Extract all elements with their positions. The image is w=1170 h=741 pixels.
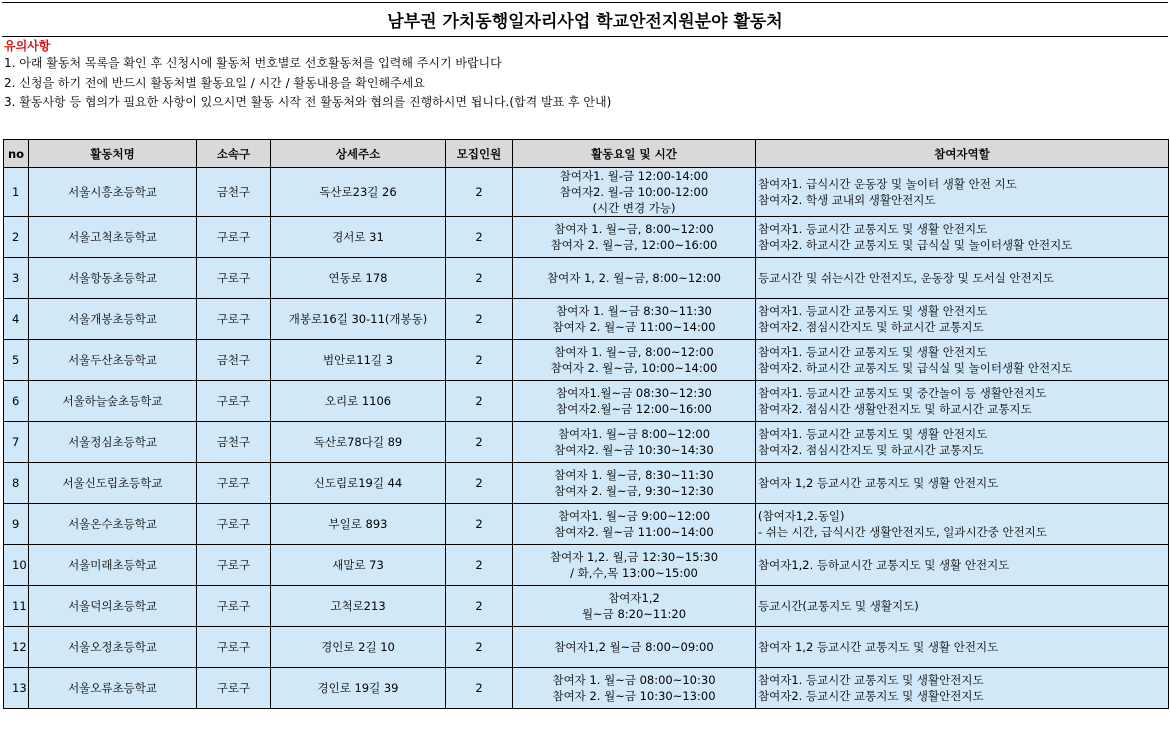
cell-no: 7: [4, 422, 29, 463]
cell-schedule: [513, 299, 756, 340]
table-row: [4, 545, 1169, 586]
cell-recruit: 2: [446, 668, 513, 709]
cell-no: 6: [4, 381, 29, 422]
cell-schedule: [513, 422, 756, 463]
cell-address: 독산로23길 26: [271, 168, 446, 217]
cell-role: [756, 504, 1169, 545]
cell-no: 10: [4, 545, 29, 586]
header-district: 소속구: [197, 140, 271, 168]
cell-schedule-line: 참여자1. 월~금 8:00~12:00: [557, 427, 711, 441]
table-row: [4, 668, 1169, 709]
cell-no: 9: [4, 504, 29, 545]
cell-district: 구로구: [197, 545, 271, 586]
cell-address: 연동로 178: [271, 258, 446, 299]
table-row: [4, 168, 1169, 217]
header-name: 활동처명: [29, 140, 197, 168]
cell-address: 부일로 893: [271, 504, 446, 545]
cell-role: [756, 668, 1169, 709]
cell-district: 구로구: [197, 627, 271, 668]
cell-schedule-line: 참여자2. 월~금 11:00~14:00: [554, 525, 714, 539]
table-row: [4, 586, 1169, 627]
cell-no: 1: [4, 168, 29, 217]
notice-line-2: 2. 신청을 하기 전에 반드시 활동처별 활동요일 / 시간 / 활동내용을 확인해주세요: [4, 75, 425, 90]
header-recruit: 모집인원: [446, 140, 513, 168]
cell-district: 금천구: [197, 422, 271, 463]
cell-schedule-line: 참여자 1,2. 월,금 12:30~15:30: [549, 550, 719, 564]
cell-schedule: [513, 217, 756, 258]
cell-name: 서울오정초등학교: [29, 627, 197, 668]
cell-role-line: 참여자 1,2 등교시간 교통지도 및 생활 안전지도: [758, 640, 999, 654]
cell-name: 서울온수초등학교: [29, 504, 197, 545]
cell-role-line: 등교시간(교통지도 및 생활지도): [758, 599, 919, 613]
cell-address: 고척로213: [271, 586, 446, 627]
cell-schedule-line: 참여자 1. 월~금, 8:00~12:00: [554, 345, 714, 359]
cell-role: [756, 627, 1169, 668]
cell-schedule-line: 참여자 1, 2. 월~금, 8:00~12:00: [546, 271, 721, 285]
cell-district: 금천구: [197, 340, 271, 381]
cell-address: 독산로78다길 89: [271, 422, 446, 463]
cell-address: 경인로 2길 10: [271, 627, 446, 668]
table-body: [4, 168, 1169, 709]
cell-role-line: 참여자2. 등교시간 교통지도 및 생활안전지도: [758, 689, 984, 703]
cell-schedule: [513, 340, 756, 381]
cell-role: [756, 545, 1169, 586]
cell-name: 서울시흥초등학교: [29, 168, 197, 217]
cell-no: 8: [4, 463, 29, 504]
cell-district: 구로구: [197, 586, 271, 627]
cell-role: [756, 463, 1169, 504]
cell-address: 경인로 19길 39: [271, 668, 446, 709]
cell-recruit: 2: [446, 586, 513, 627]
page-title: [2, 2, 1168, 37]
cell-schedule-line: (시간 변경 가능): [592, 201, 676, 215]
cell-recruit: 2: [446, 340, 513, 381]
cell-recruit: 2: [446, 463, 513, 504]
cell-no: 4: [4, 299, 29, 340]
cell-role: [756, 168, 1169, 217]
cell-schedule: [513, 258, 756, 299]
cell-role-line: 참여자1. 급식시간 운동장 및 놀이터 생활 안전 지도: [758, 177, 1017, 191]
cell-role-line: 참여자1. 등교시간 교통지도 및 생활안전지도: [758, 673, 984, 687]
table-row: [4, 217, 1169, 258]
cell-schedule-line: 참여자2. 월-금 10:00-12:00: [559, 185, 709, 199]
cell-schedule-line: 참여자 2. 월~금, 12:00~16:00: [550, 238, 718, 252]
cell-recruit: 2: [446, 217, 513, 258]
cell-role-line: - 쉬는 시간, 급식시간 생활안전지도, 일과시간중 안전지도: [758, 525, 1047, 539]
cell-district: 구로구: [197, 504, 271, 545]
cell-schedule-line: 참여자 1. 월~금, 8:30~11:30: [554, 468, 714, 482]
cell-schedule-line: 참여자 1. 월~금 8:30~11:30: [556, 304, 712, 318]
cell-schedule-line: 참여자 2. 월~금, 10:00~14:00: [550, 361, 718, 375]
cell-recruit: 2: [446, 627, 513, 668]
cell-address: 경서로 31: [271, 217, 446, 258]
cell-name: 서울신도림초등학교: [29, 463, 197, 504]
cell-role-line: 참여자2. 점심시간지도 및 하교시간 교통지도: [758, 443, 984, 457]
cell-district: 구로구: [197, 217, 271, 258]
cell-schedule-line: 월~금 8:20~11:20: [581, 607, 687, 621]
cell-schedule-line: 참여자1,2: [608, 591, 660, 605]
cell-schedule-line: 참여자 1. 월~금 08:00~10:30: [552, 673, 716, 687]
cell-no: 11: [4, 586, 29, 627]
notice-line-3: 3. 활동사항 등 협의가 필요한 사항이 있으시면 활동 시작 전 활동처와 협의를 진행하시면 됩니다.(합격 발표 후 안내): [4, 95, 612, 109]
cell-name: 서울정심초등학교: [29, 422, 197, 463]
cell-schedule-line: 참여자 2. 월~금 10:30~13:00: [552, 689, 716, 703]
cell-schedule-line: 참여자 1. 월~금, 8:00~12:00: [554, 222, 714, 236]
cell-address: 신도림로19길 44: [271, 463, 446, 504]
cell-schedule-line: 참여자 2. 월~금 11:00~14:00: [552, 320, 716, 334]
cell-schedule: [513, 545, 756, 586]
cell-no: 12: [4, 627, 29, 668]
cell-role: [756, 299, 1169, 340]
table-row: [4, 627, 1169, 668]
cell-schedule: [513, 627, 756, 668]
header-schedule: 활동요일 및 시간: [513, 140, 756, 168]
cell-role: [756, 340, 1169, 381]
cell-district: 구로구: [197, 668, 271, 709]
cell-schedule-line: 참여자1,2 월~금 8:00~09:00: [554, 640, 714, 654]
cell-name: 서울개봉초등학교: [29, 299, 197, 340]
cell-role-line: 참여자1,2. 등하교시간 교통지도 및 생활 안전지도: [758, 558, 1010, 572]
cell-district: 구로구: [197, 299, 271, 340]
page-title-text: 남부권 가치동행일자리사업 학교안전지원분야 활동처: [387, 12, 783, 32]
cell-no: 13: [4, 668, 29, 709]
cell-role: [756, 422, 1169, 463]
cell-schedule-line: / 화,수,목 13:00~15:00: [570, 566, 698, 580]
cell-district: 금천구: [197, 168, 271, 217]
cell-role-line: 참여자2. 하교시간 교통지도 및 급식실 및 놀이터생활 안전지도: [758, 361, 1073, 375]
table-row: [4, 463, 1169, 504]
cell-no: 2: [4, 217, 29, 258]
cell-no: 3: [4, 258, 29, 299]
table-row: [4, 340, 1169, 381]
cell-role-line: 참여자1. 등교시간 교통지도 및 생활 안전지도: [758, 345, 988, 359]
cell-role-line: 참여자1. 등교시간 교통지도 및 생활 안전지도: [758, 304, 988, 318]
cell-recruit: 2: [446, 504, 513, 545]
cell-name: 서울항동초등학교: [29, 258, 197, 299]
cell-role: [756, 586, 1169, 627]
cell-role-line: 참여자1. 등교시간 교통지도 및 생활 안전지도: [758, 222, 988, 236]
header-role: 참여자역할: [756, 140, 1169, 168]
table-row: [4, 381, 1169, 422]
cell-recruit: 2: [446, 422, 513, 463]
table-header-row: [4, 140, 1169, 168]
cell-schedule-line: 참여자1. 월~금 9:00~12:00: [557, 509, 711, 523]
cell-address: 범안로11길 3: [271, 340, 446, 381]
header-address: 상세주소: [271, 140, 446, 168]
cell-role-line: 참여자 1,2 등교시간 교통지도 및 생활 안전지도: [758, 476, 999, 490]
cell-schedule-line: 참여자2. 월~금 10:30~14:30: [554, 443, 714, 457]
cell-role-line: (참여자1,2.동일): [758, 509, 845, 523]
cell-schedule: [513, 381, 756, 422]
cell-role: [756, 381, 1169, 422]
cell-name: 서울미래초등학교: [29, 545, 197, 586]
cell-role: [756, 258, 1169, 299]
cell-role-line: 참여자2. 학생 교내외 생활안전지도: [758, 193, 936, 207]
cell-district: 구로구: [197, 258, 271, 299]
table-row: [4, 258, 1169, 299]
cell-recruit: 2: [446, 545, 513, 586]
table-row: [4, 299, 1169, 340]
table-row: [4, 504, 1169, 545]
cell-schedule: [513, 668, 756, 709]
cell-name: 서울덕의초등학교: [29, 586, 197, 627]
cell-schedule: [513, 504, 756, 545]
cell-name: 서울두산초등학교: [29, 340, 197, 381]
cell-address: 오리로 1106: [271, 381, 446, 422]
cell-no: 5: [4, 340, 29, 381]
cell-role-line: 참여자2. 점심시간지도 및 하교시간 교통지도: [758, 320, 984, 334]
cell-recruit: 2: [446, 299, 513, 340]
cell-recruit: 2: [446, 258, 513, 299]
cell-role-line: 등교시간 및 쉬는시간 안전지도, 운동장 및 도서실 안전지도: [758, 271, 1054, 285]
cell-schedule-line: 참여자 2. 월~금, 9:30~12:30: [554, 484, 714, 498]
cell-name: 서울고척초등학교: [29, 217, 197, 258]
cell-address: 개봉로16길 30-11(개봉동): [271, 299, 446, 340]
cell-district: 구로구: [197, 463, 271, 504]
cell-schedule: [513, 586, 756, 627]
cell-role-line: 참여자1. 등교시간 교통지도 및 생활 안전지도: [758, 427, 988, 441]
cell-recruit: 2: [446, 381, 513, 422]
cell-address: 새말로 73: [271, 545, 446, 586]
notice-section: [4, 38, 1164, 113]
cell-schedule-line: 참여자1.월~금 08:30~12:30: [556, 386, 712, 400]
cell-name: 서울하늘숲초등학교: [29, 381, 197, 422]
cell-role-line: 참여자1. 등교시간 교통지도 및 중간놀이 등 생활안전지도: [758, 386, 1047, 400]
activity-table: [3, 139, 1169, 709]
notice-line-1: 1. 아래 활동처 목록을 확인 후 신청시에 활동처 번호별로 선호활동처를 입력해 주시기 바랍니다: [4, 56, 502, 70]
cell-schedule-line: 참여자2.월~금 12:00~16:00: [556, 402, 712, 416]
cell-recruit: 2: [446, 168, 513, 217]
table-row: [4, 422, 1169, 463]
cell-role-line: 참여자2. 하교시간 교통지도 및 급식실 및 놀이터생활 안전지도: [758, 238, 1073, 252]
cell-schedule: [513, 463, 756, 504]
cell-role: [756, 217, 1169, 258]
cell-district: 구로구: [197, 381, 271, 422]
notice-heading: 유의사항: [4, 39, 51, 53]
cell-name: 서울오류초등학교: [29, 668, 197, 709]
header-no: no: [4, 140, 29, 168]
cell-role-line: 참여자2. 점심시간 생활안전지도 및 하교시간 교통지도: [758, 402, 1032, 416]
cell-schedule: [513, 168, 756, 217]
cell-schedule-line: 참여자1. 월-금 12:00-14:00: [559, 169, 709, 183]
